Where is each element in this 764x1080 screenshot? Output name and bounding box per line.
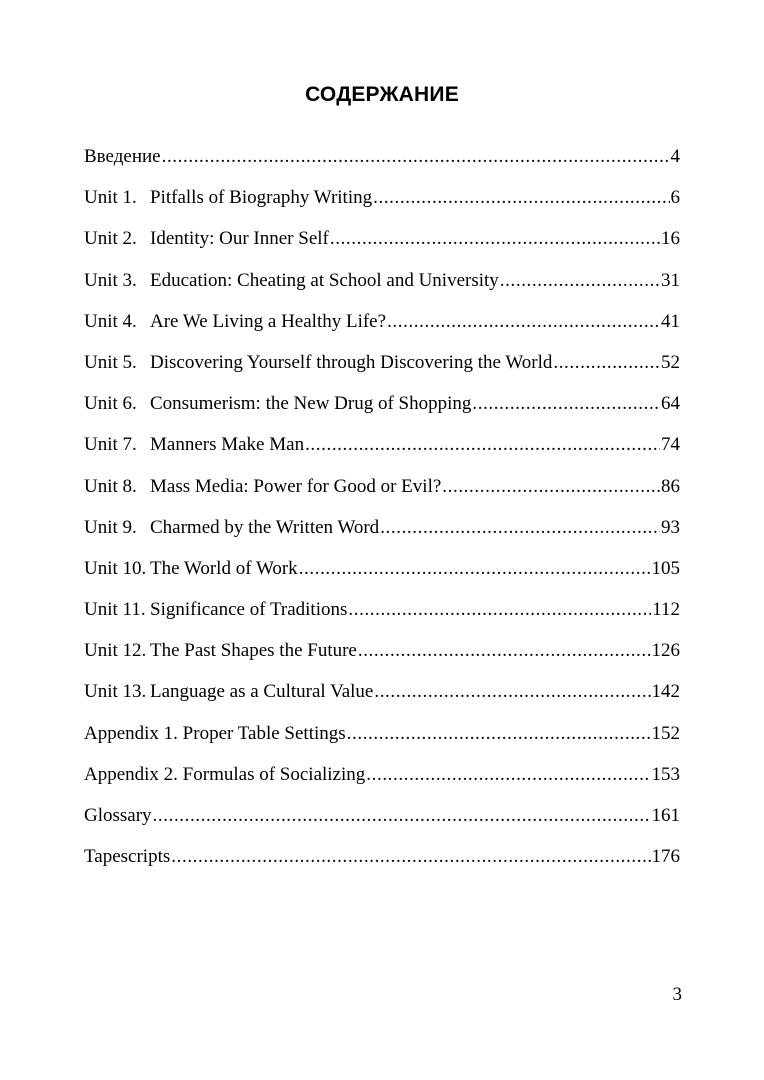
toc-entry-page: 161 [651, 805, 680, 826]
toc-unit-number: Unit 5. [84, 351, 137, 373]
toc-unit-number: Unit 7. [84, 434, 137, 456]
toc-entry-unit-6[interactable] [84, 393, 680, 434]
toc-entry-page: 176 [651, 846, 680, 868]
toc-entry-unit-4[interactable] [84, 311, 680, 352]
toc-unit-number: Unit 3. [84, 269, 137, 291]
toc-dot-leader [442, 476, 660, 498]
toc-dot-leader [358, 640, 651, 662]
toc-entry-label: Education: Cheating at School and University [150, 269, 499, 291]
toc-dot-leader [171, 846, 650, 868]
toc-unit-number: Unit 12. [84, 640, 147, 662]
toc-dot-leader [472, 393, 660, 415]
toc-entry-label: Pitfalls of Biography Writing [150, 187, 373, 209]
toc-entry-tapescripts[interactable] [84, 846, 680, 887]
toc-unit-number: Unit 4. [84, 310, 137, 332]
toc-dot-leader [299, 558, 651, 580]
toc-entry-page: 112 [652, 599, 680, 621]
toc-entry-unit-12[interactable] [84, 640, 680, 681]
toc-entry-label: Charmed by the Written Word [150, 516, 380, 538]
toc-entry-page: 4 [670, 146, 680, 167]
toc-entry-page: 142 [651, 681, 680, 703]
toc-entry-unit-13[interactable] [84, 681, 680, 722]
table-of-contents [84, 146, 680, 887]
toc-dot-leader [387, 311, 660, 333]
toc-dot-leader [553, 352, 660, 374]
toc-dot-leader [348, 599, 651, 621]
toc-dot-leader [347, 723, 651, 745]
toc-entry-page: 16 [661, 228, 680, 250]
toc-entry-appendix-2[interactable] [84, 764, 680, 805]
toc-entry-introduction[interactable] [84, 146, 680, 187]
toc-entry-page: 74 [661, 434, 680, 456]
toc-dot-leader [330, 228, 660, 250]
toc-dot-leader [366, 764, 650, 786]
toc-dot-leader [305, 434, 660, 456]
toc-entry-label: Appendix 1. Proper Table Settings [84, 722, 346, 744]
toc-entry-unit-1[interactable] [84, 187, 680, 228]
toc-unit-number: Unit 13. [84, 681, 147, 703]
toc-entry-unit-11[interactable] [84, 599, 680, 640]
toc-entry-glossary[interactable] [84, 805, 680, 846]
toc-entry-page: 152 [651, 722, 680, 744]
toc-entry-label: Manners Make Man [150, 434, 305, 456]
toc-unit-number: Unit 6. [84, 393, 137, 415]
toc-entry-page: 105 [651, 557, 680, 579]
toc-entry-unit-7[interactable] [84, 434, 680, 475]
toc-entry-unit-10[interactable] [84, 558, 680, 599]
toc-entry-unit-3[interactable] [84, 270, 680, 311]
toc-entry-label: Tapescripts [84, 846, 171, 868]
toc-dot-leader [153, 805, 651, 827]
toc-unit-number: Unit 10. [84, 557, 147, 579]
toc-dot-leader [500, 270, 660, 292]
toc-entry-appendix-1[interactable] [84, 723, 680, 764]
toc-unit-number: Unit 11. [84, 599, 146, 621]
toc-unit-number: Unit 8. [84, 475, 137, 497]
toc-entry-label: Glossary [84, 805, 152, 826]
toc-entry-page: 93 [661, 516, 680, 538]
toc-entry-unit-8[interactable] [84, 476, 680, 517]
toc-entry-label: Discovering Yourself through Discovering the World [150, 351, 553, 373]
toc-entry-label: Identity: Our Inner Self [150, 228, 329, 250]
page-number: 3 [672, 984, 682, 1005]
page-title: СОДЕРЖАНИЕ [305, 83, 459, 106]
toc-entry-page: 126 [651, 640, 680, 662]
toc-entry-page: 52 [661, 351, 680, 373]
toc-unit-number: Unit 9. [84, 516, 137, 538]
toc-entry-unit-5[interactable] [84, 352, 680, 393]
toc-dot-leader [373, 187, 669, 209]
toc-entry-unit-9[interactable] [84, 517, 680, 558]
toc-entry-label: Are We Living a Healthy Life? [150, 310, 387, 332]
toc-unit-number: Unit 1. [84, 187, 137, 209]
toc-entry-page: 153 [651, 763, 680, 785]
toc-entry-page: 86 [661, 475, 680, 497]
toc-entry-page: 41 [661, 310, 680, 332]
toc-entry-label: The World of Work [150, 557, 298, 579]
toc-entry-label: Language as a Cultural Value [150, 681, 374, 703]
toc-entry-page: 64 [661, 393, 680, 415]
toc-entry-page: 6 [670, 187, 680, 209]
toc-entry-label: Significance of Traditions [150, 599, 348, 621]
toc-entry-label: Введение [84, 146, 161, 167]
toc-entry-label: The Past Shapes the Future [150, 640, 357, 662]
toc-unit-number: Unit 2. [84, 228, 137, 250]
toc-entry-label: Mass Media: Power for Good or Evil? [150, 475, 442, 497]
toc-entry-label: Appendix 2. Formulas of Socializing [84, 763, 366, 785]
toc-entry-unit-2[interactable] [84, 228, 680, 269]
toc-dot-leader [374, 681, 650, 703]
toc-entry-label: Consumerism: the New Drug of Shopping [150, 393, 472, 415]
toc-entry-page: 31 [661, 269, 680, 291]
toc-dot-leader [162, 146, 670, 168]
toc-dot-leader [380, 517, 660, 539]
